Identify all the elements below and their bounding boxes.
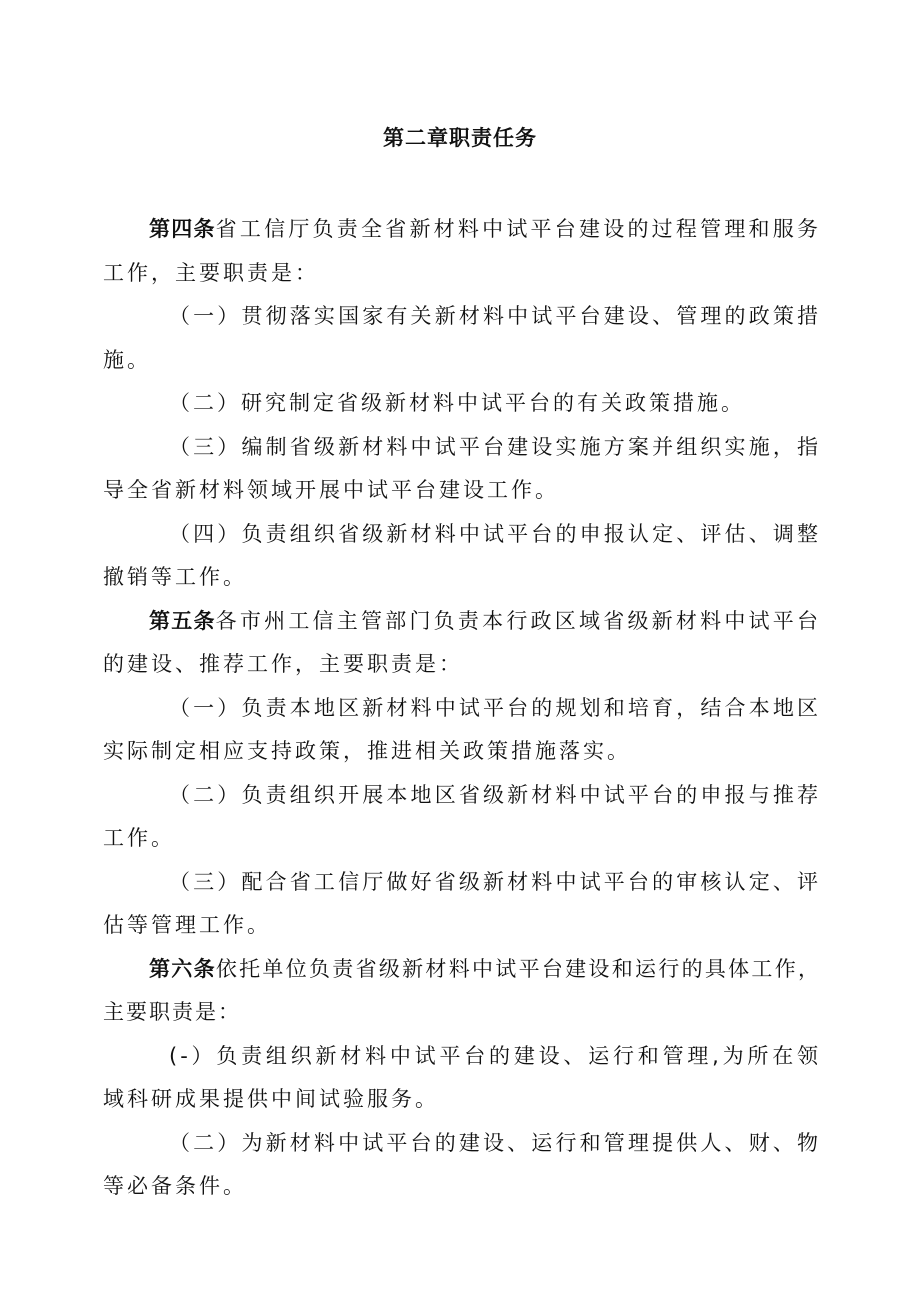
article-paragraph (103, 948, 821, 1035)
article-item: （一）贯彻落实国家有关新材料中试平台建设、管理的政策措施。 (103, 304, 821, 372)
article-item: （三）编制省级新材料中试平台建设实施方案并组织实施，指导全省新材料领域开展中试平台建设工作。 (103, 434, 821, 502)
article-item: （二）负责组织开展本地区省级新材料中试平台的申报与推荐工作。 (103, 782, 821, 850)
article-item: (-）负责组织新材料中试平台的建设、运行和管理,为所在领域科研成果提供中间试验服务。 (103, 1043, 821, 1111)
article-paragraph (103, 600, 821, 687)
article-item: （三）配合省工信厅做好省级新材料中试平台的审核认定、评估等管理工作。 (103, 869, 821, 937)
document-body (103, 208, 821, 1209)
article-label: 第五条 (149, 608, 216, 633)
chapter-title: 第二章职责任务 (383, 126, 537, 150)
article-label: 第四条 (149, 217, 216, 241)
article-paragraph (103, 208, 821, 295)
article-text: 省工信厅负责全省新材料中试平台建设的过程管理和服务工作，主要职责是： (103, 217, 822, 285)
article-text: 依托单位负责省级新材料中试平台建设和运行的具体工作，主要职责是： (103, 956, 821, 1024)
article-label: 第六条 (149, 956, 216, 981)
article-item: （一）负责本地区新材料中试平台的规划和培育，结合本地区实际制定相应支持政策，推进相关政策措施落实。 (103, 695, 821, 763)
article-item: （二）为新材料中试平台的建设、运行和管理提供人、财、物等必备条件。 (103, 1130, 821, 1198)
article-item: （四）负责组织省级新材料中试平台的申报认定、评估、调整撤销等工作。 (103, 521, 821, 589)
article-text: 各市州工信主管部门负责本行政区域省级新材料中试平台的建设、推荐工作，主要职责是： (103, 608, 822, 676)
article-item: （二）研究制定省级新材料中试平台的有关政策措施。 (169, 391, 745, 415)
